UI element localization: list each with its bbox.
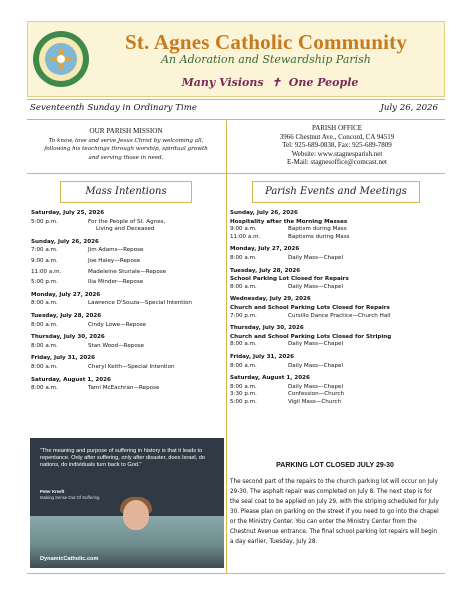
event: Vigil Mass—Church	[288, 398, 342, 405]
office-address: 3966 Chestnut Ave., Concord, CA 94519	[279, 132, 395, 141]
list-item	[31, 334, 223, 350]
parish-motto	[120, 76, 420, 89]
time: 5:00 p.m.	[31, 218, 58, 225]
time: 8:00 a.m.	[31, 300, 58, 307]
day-heading: Saturday, August 1, 2026	[31, 376, 111, 383]
intention: Cindy Lowe—Repose	[88, 321, 147, 328]
time: 8:00 a.m.	[230, 283, 257, 290]
time: 11:00 a.m.	[31, 268, 62, 275]
list-item	[31, 355, 223, 371]
time: 5:00 p.m.	[31, 279, 58, 286]
intention: Joe Haley—Repose	[88, 257, 141, 264]
parish-office	[232, 124, 442, 167]
promo-author	[40, 489, 99, 500]
day-heading: Tuesday, July 28, 2026	[31, 312, 102, 319]
day-heading: Thursday, July 30, 2026	[31, 334, 105, 341]
office-title: PARISH OFFICE	[311, 124, 363, 132]
liturgical-occasion: Seventeenth Sunday in Ordinary Time	[30, 103, 197, 113]
promo-quote: “The meaning and purpose of suffering in history is that it leads to repentance. Only after suffering, only after disaster, does Israel, do nations, do individuals turn back to God.”	[40, 448, 206, 469]
office-website[interactable]: Website: www.stagnesparish.net	[291, 149, 383, 158]
time: 7:00 p.m.	[230, 312, 257, 319]
events-heading: Parish Events and Meetings	[252, 181, 420, 203]
mission-text: To know, love and serve Jesus Christ by welcoming all, following his teachings through worship, spiritual growth and serving those in need.	[44, 138, 208, 161]
promo-brand: DynamicCatholic.com	[40, 556, 99, 562]
intention: Madeleine Sturiale—Repose	[88, 268, 167, 275]
time: 9:00 a.m.	[31, 257, 58, 264]
divider	[27, 119, 445, 120]
day-heading: Saturday, July 25, 2026	[31, 210, 105, 216]
time: 3:30 p.m.	[230, 391, 257, 398]
child-face	[123, 500, 149, 530]
event: Confession—Church	[288, 391, 345, 398]
list-item	[31, 292, 223, 308]
column-divider	[226, 173, 227, 573]
time: 8:00 a.m.	[31, 321, 58, 328]
event: Baptism during Mass	[288, 226, 347, 233]
intention: Lawrence D'Souza—Special Intention	[88, 300, 192, 307]
day-heading: Monday, July 27, 2026	[31, 291, 101, 298]
date-row	[30, 103, 438, 117]
parish-subtitle: An Adoration and Stewardship Parish	[161, 53, 371, 66]
time: 8:00 a.m.	[31, 363, 58, 370]
list-item	[230, 375, 442, 406]
time: 7:00 a.m.	[31, 247, 58, 254]
day-heading: Monday, July 27, 2026	[230, 246, 300, 253]
list-item	[31, 313, 223, 329]
list-item	[230, 325, 442, 349]
column-divider	[226, 119, 227, 173]
divider	[27, 573, 445, 574]
event: Daily Mass—Chapel	[288, 254, 344, 261]
day-heading: Friday, July 31, 2026	[31, 355, 96, 362]
time: 8:00 a.m.	[230, 341, 257, 348]
author-book: Making Sense Out Of Suffering	[40, 494, 100, 500]
time: 5:00 p.m.	[230, 398, 257, 405]
day-heading: Tuesday, July 28, 2026	[230, 267, 301, 274]
office-phones: Tel: 925-689-0838, Fax: 925-689-7809	[282, 141, 392, 149]
author-name: Peter Kreeft	[40, 489, 65, 494]
event-note: Hospitality after the Morning Masses	[230, 218, 348, 225]
list-item	[31, 210, 223, 234]
time: 8:00 a.m.	[31, 385, 58, 392]
event-note: School Parking Lot Closed for Repairs	[230, 276, 349, 283]
event: Daily Mass—Chapel	[288, 341, 344, 348]
day-heading: Friday, July 31, 2026	[230, 353, 295, 360]
time: 8:00 a.m.	[230, 254, 257, 261]
time: 9:00 a.m.	[230, 226, 257, 233]
list-item	[230, 296, 442, 320]
time: 11:00 a.m.	[230, 233, 261, 240]
intention: Cheryl Keith—Special Intention	[88, 363, 175, 370]
intention: Living and Deceased	[96, 226, 155, 233]
parking-notice-text: The second part of the repairs to the church parking lot will occur on July 29-30. The asphalt repair was completed on July 8. The next step is for the seal coat to be applied on July 29, with the striping scheduled for July 30. Please plan on parking on the street if you need to go into the chapel or the Ministry Center. You can enter the Ministry Center from the Chestnut Avenue entrance. The final school parking lot repairs will begin a day earlier, Tuesday, July 28.	[230, 479, 439, 545]
mass-intentions-list	[31, 210, 223, 398]
day-heading: Wednesday, July 29, 2026	[230, 296, 311, 303]
time: 8:00 a.m.	[31, 342, 58, 349]
event: Daily Mass—Chapel	[288, 362, 344, 369]
motto-left: Many Visions	[181, 76, 264, 89]
event: Cursillo Dance Practice—Church Hall	[288, 312, 391, 319]
day-heading: Thursday, July 30, 2026	[230, 325, 304, 332]
cross-icon: ✝	[271, 76, 281, 89]
events-list	[230, 210, 442, 411]
event-note: Church and School Parking Lots Closed for Striping	[230, 333, 392, 340]
list-item	[230, 210, 442, 241]
intention: For the People of St. Agnes,	[88, 218, 166, 225]
divider	[27, 173, 445, 174]
list-item	[230, 246, 442, 262]
day-heading: Sunday, July 26, 2026	[230, 210, 298, 216]
parish-name: St. Agnes Catholic Community	[124, 30, 408, 54]
parish-seal-icon	[32, 30, 90, 88]
office-email[interactable]: E-Mail: stagnesoffice@comcast.net	[286, 158, 387, 166]
motto-right: One People	[288, 76, 359, 89]
intention: Tami McEachran—Repose	[88, 385, 160, 392]
day-heading: Saturday, August 1, 2026	[230, 375, 310, 382]
intention: Jim Adams—Repose	[88, 247, 144, 254]
list-item	[230, 354, 442, 370]
event: Daily Mass—Chapel	[288, 283, 344, 290]
list-item	[31, 377, 223, 393]
intention: Ilia Minder—Repose	[88, 279, 144, 286]
list-item	[31, 239, 223, 287]
intention: Stan Wood—Repose	[88, 342, 145, 349]
divider	[27, 99, 445, 100]
parking-notice-title: PARKING LOT CLOSED JULY 29-30	[276, 462, 394, 469]
mission-title: OUR PARISH MISSION	[89, 127, 163, 135]
bulletin-date: July 26, 2026	[380, 103, 438, 113]
day-heading: Sunday, July 26, 2026	[31, 238, 99, 245]
dynamic-catholic-promo-image	[30, 438, 224, 568]
mass-intentions-heading: Mass Intentions	[60, 181, 192, 203]
list-item	[230, 268, 442, 292]
time: 8:00 a.m.	[230, 362, 257, 369]
time: 8:00 a.m.	[230, 383, 257, 390]
event-note: Church and School Parking Lots Closed for Repairs	[230, 304, 390, 311]
event: Daily Mass—Chapel	[288, 383, 344, 390]
event: Baptisms during Mass	[288, 233, 350, 240]
